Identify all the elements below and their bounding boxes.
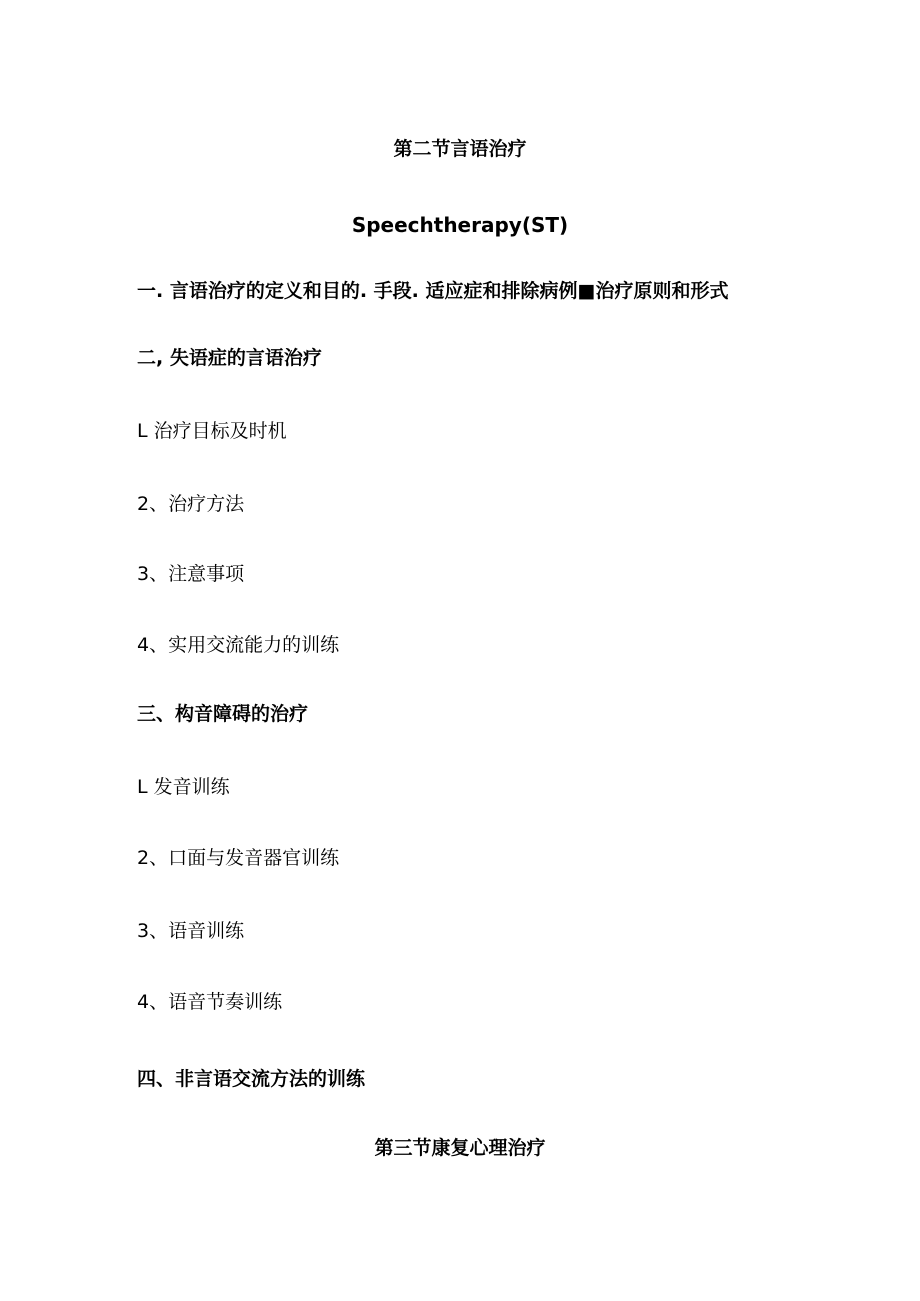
section-subtitle: Speechtherapy(ST) bbox=[351, 213, 569, 237]
list-item: L 治疗目标及时机 bbox=[137, 420, 287, 442]
list-item: L 发音训练 bbox=[137, 776, 230, 798]
heading-aphasia: 二, 失语症的言语治疗 bbox=[137, 347, 322, 369]
heading-definition: 一. 言语治疗的定义和目的. 手段. 适应症和排除病例■治疗原则和形式 bbox=[137, 280, 729, 302]
list-item: 3、语音训练 bbox=[137, 920, 245, 942]
list-item: 4、实用交流能力的训练 bbox=[137, 634, 340, 656]
list-item: 2、口面与发音器官训练 bbox=[137, 847, 340, 869]
list-item: 3、注意事项 bbox=[137, 563, 245, 585]
list-item: 2、治疗方法 bbox=[137, 493, 245, 515]
section-title: 第二节言语治疗 bbox=[393, 138, 527, 160]
heading-nonverbal: 四、非言语交流方法的训练 bbox=[137, 1068, 366, 1090]
section-title: 第三节康复心理治疗 bbox=[374, 1137, 546, 1159]
heading-dysarthria: 三、构音障碍的治疗 bbox=[137, 703, 309, 725]
list-item: 4、语音节奏训练 bbox=[137, 991, 283, 1013]
